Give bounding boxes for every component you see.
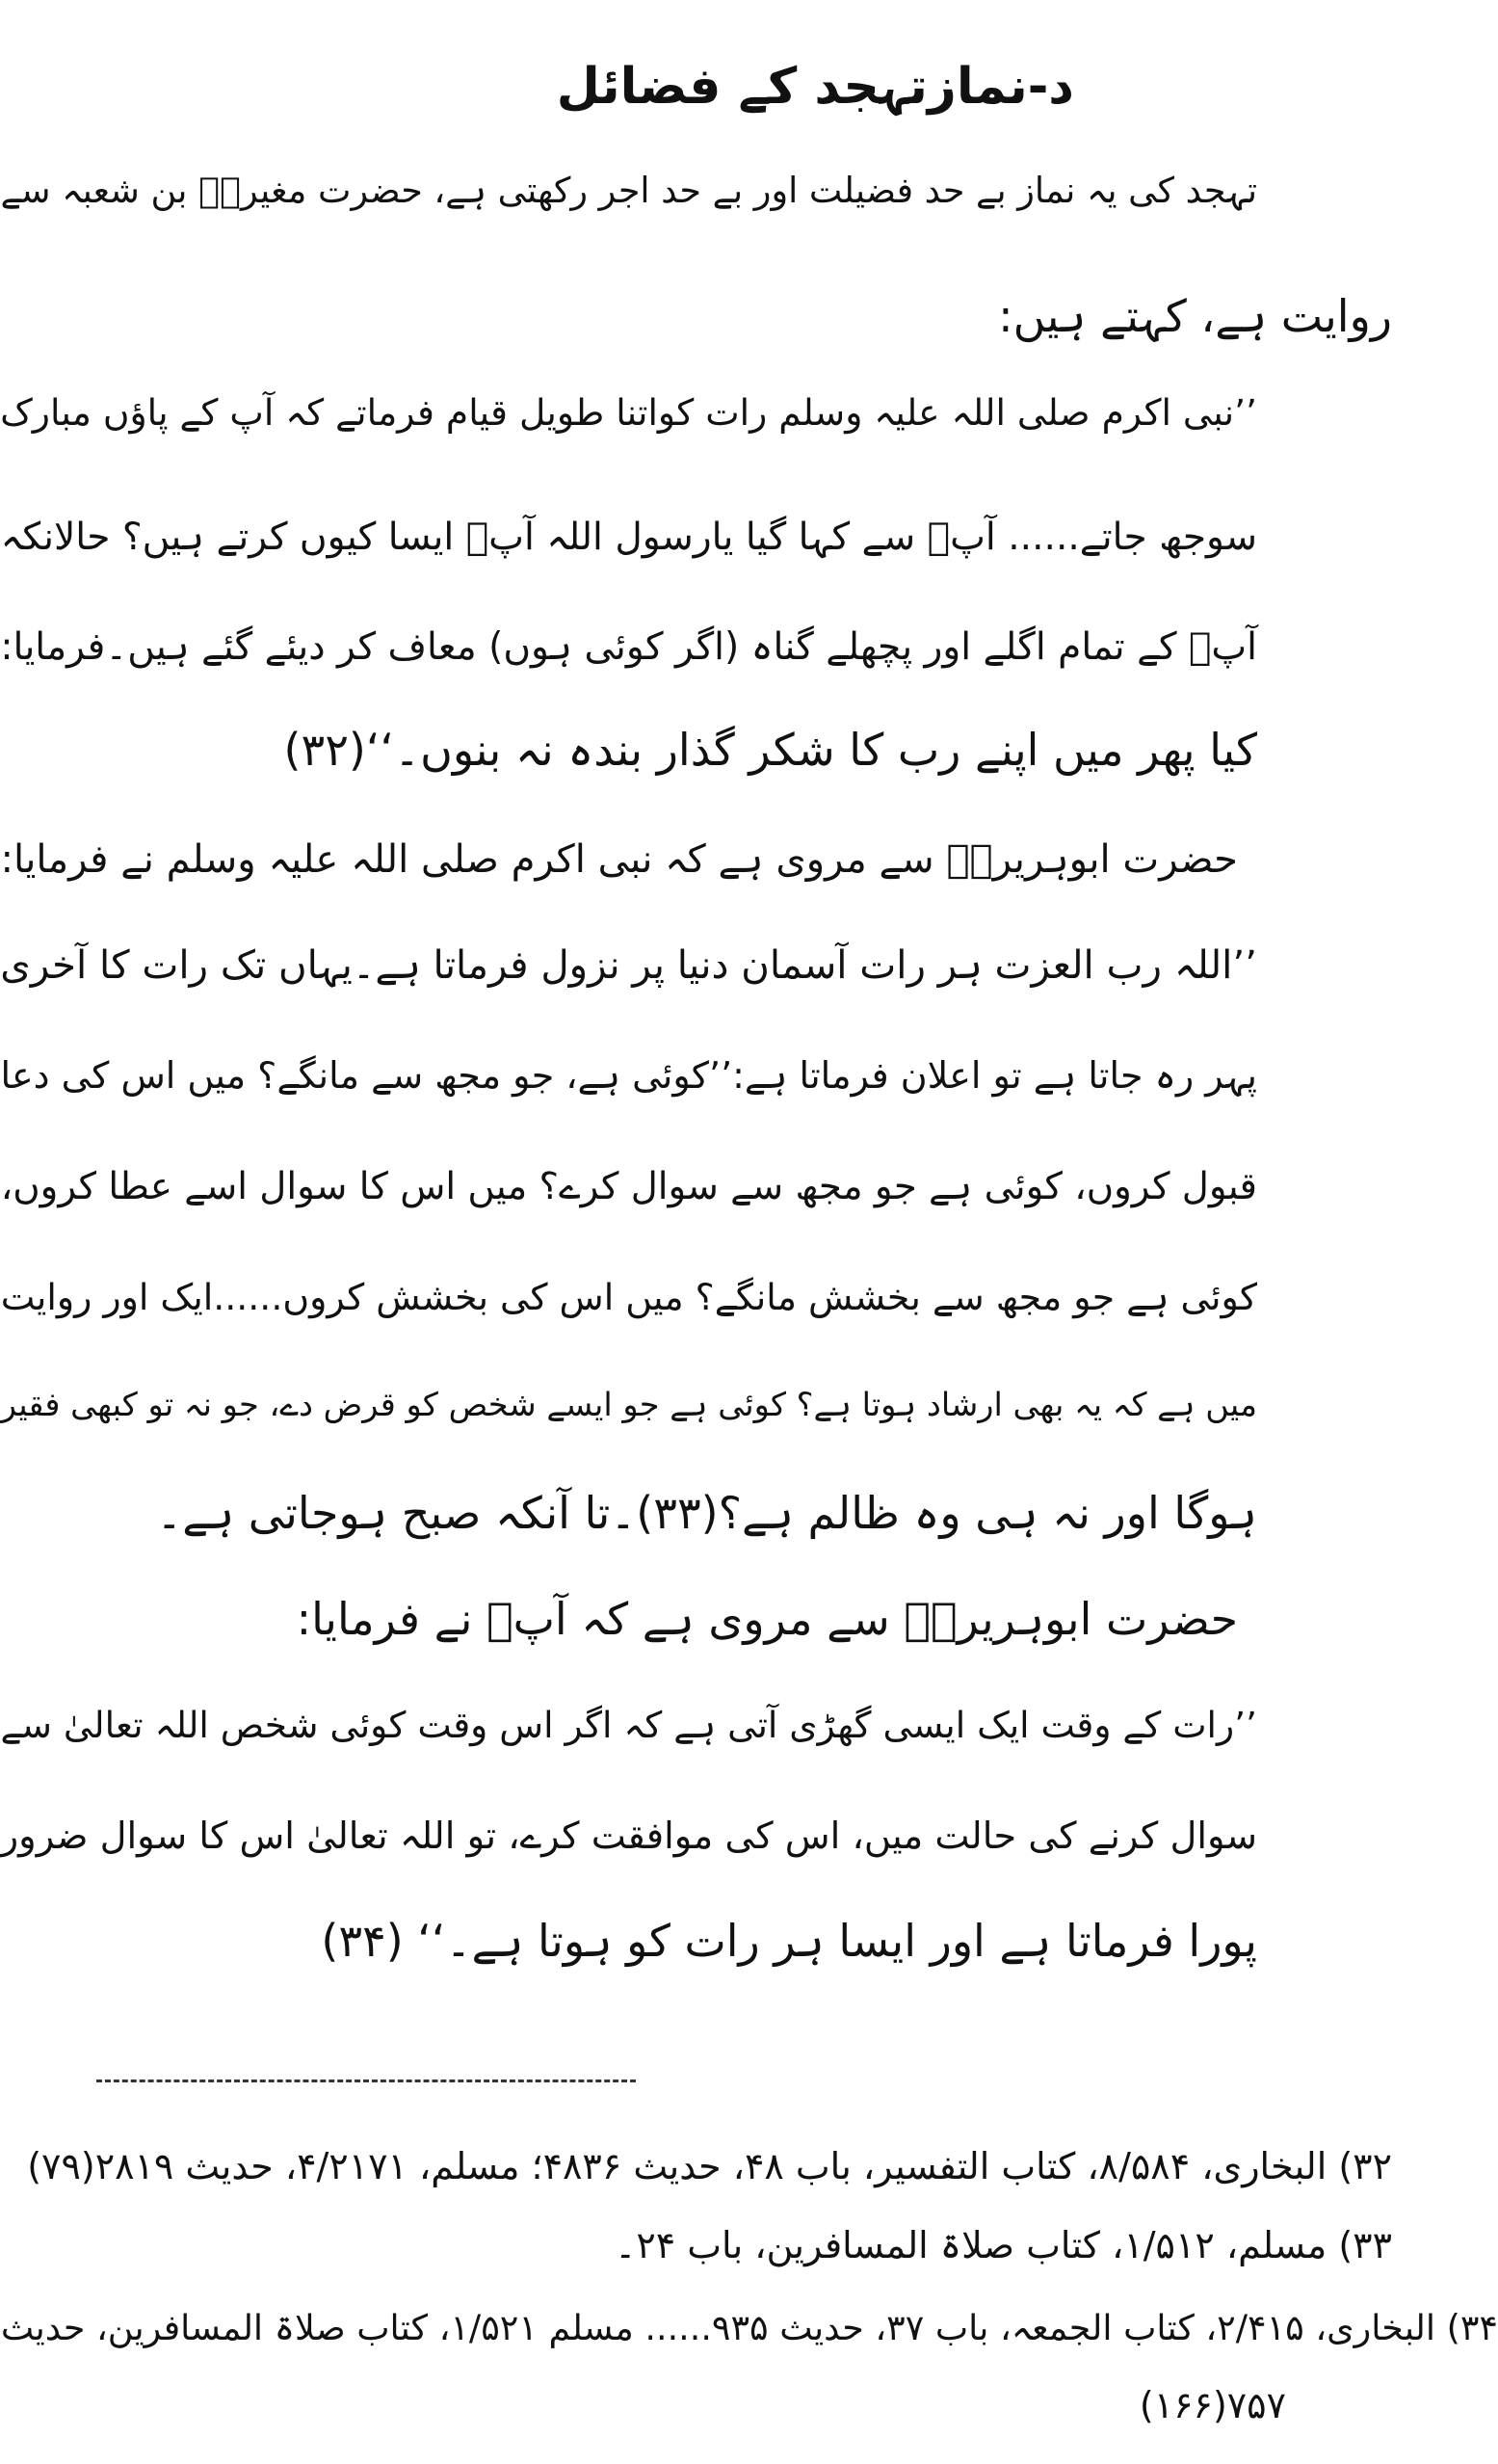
quote2-line-1: ’’اللہ رب العزت ہر رات آسمان دنیا پر نزول فرماتا ہے۔یہاں تک رات کا آخری (0, 942, 1257, 988)
footnote-33: ۳۳) مسلم، ۱/۵۱۲، کتاب صلاۃ المسافرین، باب ۲۴۔ (615, 2224, 1392, 2266)
footnote-34: ۳۴) البخاری، ۲/۴۱۵، کتاب الجمعہ، باب ۳۷، حدیث ۹۳۵...... مسلم ۱/۵۲۱، کتاب صلاۃ المسافرین، حدیث (0, 2307, 1498, 2348)
quote1-line-3: آپؐ کے تمام اگلے اور پچھلے گناہ (اگر کوئی ہوں) معاف کر دیئے گئے ہیں۔فرمایا: (0, 625, 1257, 669)
footnote-34-continued: ۷۵۷(۱۶۶) (1139, 2384, 1286, 2426)
quote2-line-6: ہوگا اور نہ ہی وہ ظالم ہے؟(۳۳)۔تا آنکہ صبح ہوجاتی ہے۔ (156, 1487, 1257, 1539)
para3-intro: حضرت ابوہریرہؓ سے مروی ہے کہ آپؐ نے فرمایا: (296, 1593, 1238, 1645)
quote2-line-3: قبول کروں، کوئی ہے جو مجھ سے سوال کرے؟ میں اس کا سوال اسے عطا کروں، (0, 1165, 1257, 1208)
para2-intro: حضرت ابوہریرہؓ سے مروی ہے کہ نبی اکرم صلی اللہ علیہ وسلم نے فرمایا: (0, 837, 1238, 882)
section-heading: د-نمازتہجد کے فضائل (556, 58, 1074, 116)
quote3-line-2: سوال کرنے کی حالت میں، اس کی موافقت کرے، تو اللہ تعالیٰ اس کا سوال ضرور (0, 1815, 1257, 1858)
quote2-line-2: پہر رہ جاتا ہے تو اعلان فرماتا ہے:’’کوئی ہے، جو مجھ سے مانگے؟ میں اس کی دعا (0, 1054, 1257, 1097)
quote3-line-1: ’’رات کے وقت ایک ایسی گھڑی آتی ہے کہ اگر اس وقت کوئی شخص اللہ تعالیٰ سے (0, 1704, 1257, 1746)
quote3-line-3: پورا فرماتا ہے اور ایسا ہر رات کو ہوتا ہے۔‘‘ (۳۴) (321, 1915, 1257, 1967)
intro-line-1: تہجد کی یہ نماز بے حد فضیلت اور بے حد اجر رکھتی ہے، حضرت مغیرہؓ بن شعبہ سے (0, 170, 1257, 211)
quote1-line-2: سوجھ جاتے...... آپؐ سے کہا گیا یارسول اللہ آپؐ ایسا کیوں کرتے ہیں؟ حالانکہ (0, 516, 1257, 559)
footnote-divider (96, 2080, 636, 2082)
intro-line-2: روایت ہے، کہتے ہیں: (998, 290, 1392, 342)
quote2-line-5: میں ہے کہ یہ بھی ارشاد ہوتا ہے؟ کوئی ہے جو ایسے شخص کو قرض دے، جو نہ تو کبھی فقیر (0, 1386, 1257, 1423)
footnote-32: ۳۲) البخاری، ۸/۵۸۴، کتاب التفسیر، باب ۴۸، حدیث ۴۸۳۶؛ مسلم، ۴/۲۱۷۱، حدیث ۲۸۱۹(۷۹) (27, 2145, 1392, 2187)
quote1-line-1: ’’نبی اکرم صلی اللہ علیہ وسلم رات کواتنا طویل قیام فرماتے کہ آپ کے پاؤں مبارک (0, 391, 1257, 434)
quote2-line-4: کوئی ہے جو مجھ سے بخشش مانگے؟ میں اس کی بخشش کروں......ایک اور روایت (0, 1276, 1257, 1318)
quote1-line-4: کیا پھر میں اپنے رب کا شکر گذار بندہ نہ بنوں۔‘‘(۳۲) (283, 724, 1257, 776)
